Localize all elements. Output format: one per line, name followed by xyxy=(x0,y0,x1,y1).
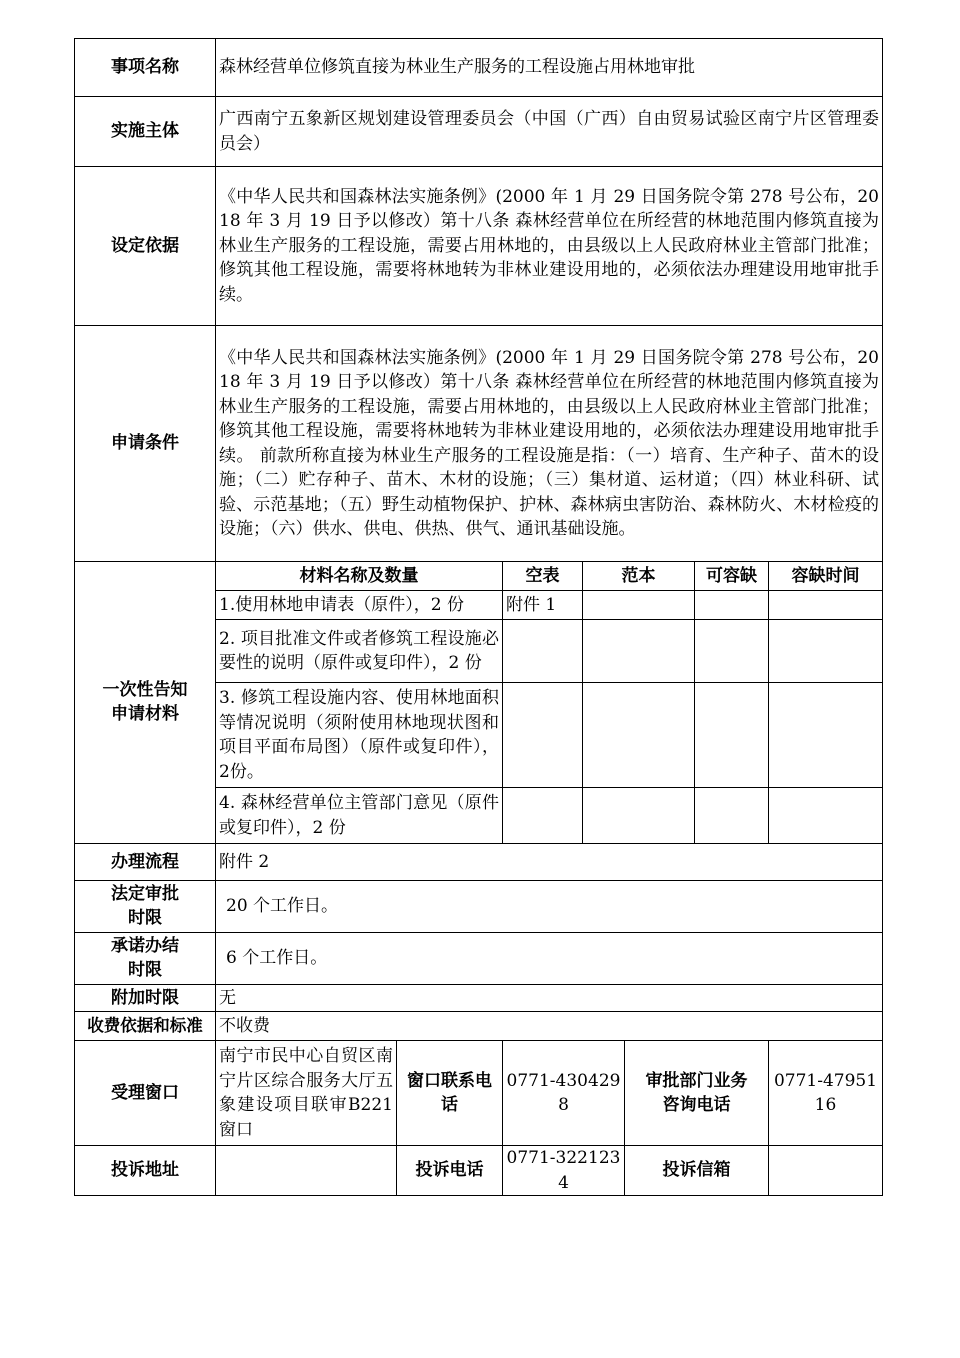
implementer-value: 广西南宁五象新区规划建设管理委员会（中国（广西）自由贸易试验区南宁片区管理委员会） xyxy=(216,97,883,167)
materials-header-deficit: 可容缺 xyxy=(695,562,769,591)
material-sample xyxy=(583,788,695,844)
extra-limit-value: 无 xyxy=(216,985,883,1012)
material-name: 2. 项目批准文件或者修筑工程设施必要性的说明（原件或复印件），2 份 xyxy=(216,620,503,683)
promise-limit-label-text: 承诺办结时限 xyxy=(111,936,179,981)
window-contact-label: 窗口联系电话 xyxy=(397,1041,503,1146)
row-extra-limit xyxy=(75,985,883,1012)
material-name: 3. 修筑工程设施内容、使用林地面积等情况说明（须附使用林地现状图和项目平面布局图）（原件或复印件），2份。 xyxy=(216,683,503,788)
legal-limit-label-text: 法定审批时限 xyxy=(111,884,179,929)
window-consult-label-text: 审批部门业务咨询电话 xyxy=(645,1070,748,1115)
implementer-label: 实施主体 xyxy=(75,97,216,167)
fee-label: 收费依据和标准 xyxy=(75,1012,216,1041)
fee-value: 不收费 xyxy=(216,1012,883,1041)
row-promise-limit xyxy=(75,933,883,985)
complaint-label: 投诉地址 xyxy=(75,1146,216,1196)
basis-label: 设定依据 xyxy=(75,167,216,326)
row-basis xyxy=(75,167,883,326)
material-sample xyxy=(583,591,695,620)
legal-limit-label xyxy=(75,881,216,933)
item-name-value: 森林经营单位修筑直接为林业生产服务的工程设施占用林地审批 xyxy=(216,39,883,97)
window-value: 南宁市民中心自贸区南宁片区综合服务大厅五象建设项目联审B221 窗口 xyxy=(216,1041,397,1146)
conditions-label: 申请条件 xyxy=(75,326,216,562)
row-implementer xyxy=(75,97,883,167)
row-item-name xyxy=(75,39,883,97)
process-value: 附件 2 xyxy=(216,844,883,881)
material-blank xyxy=(503,620,583,683)
complaint-phone: 0771-3221234 xyxy=(503,1146,625,1196)
material-deficit xyxy=(695,620,769,683)
row-complaint xyxy=(75,1146,883,1196)
material-deficit xyxy=(695,788,769,844)
materials-label-text: 一次性告知申请材料 xyxy=(102,680,188,725)
material-deficit-time xyxy=(769,683,883,788)
window-consult-phone: 0771-4795116 xyxy=(769,1041,883,1146)
row-legal-limit xyxy=(75,881,883,933)
materials-label xyxy=(75,562,216,844)
row-window xyxy=(75,1041,883,1146)
material-sample xyxy=(583,683,695,788)
complaint-mailbox-label: 投诉信箱 xyxy=(625,1146,769,1196)
materials-header-blank: 空表 xyxy=(503,562,583,591)
material-deficit-time xyxy=(769,620,883,683)
material-blank xyxy=(503,683,583,788)
item-name-label: 事项名称 xyxy=(75,39,216,97)
material-name: 4. 森林经营单位主管部门意见（原件或复印件），2 份 xyxy=(216,788,503,844)
promise-limit-label xyxy=(75,933,216,985)
basis-value: 《中华人民共和国森林法实施条例》(2000 年 1 月 29 日国务院令第 278 号公布，2018 年 3 月 19 日予以修改）第十八条 森林经营单位在所经营的林地范围内修筑直接为林业生产服务的工程设施，需要占用林地的，由县级以上人民政府林业主管部门批准；修筑其他工程设施，需要将林地转为非林业建设用地的，必须依法办理建设用地审批手续。 xyxy=(216,167,883,326)
window-label: 受理窗口 xyxy=(75,1041,216,1146)
extra-limit-label: 附加时限 xyxy=(75,985,216,1012)
row-conditions xyxy=(75,326,883,562)
material-deficit-time xyxy=(769,591,883,620)
process-label: 办理流程 xyxy=(75,844,216,881)
promise-limit-value: 6 个工作日。 xyxy=(216,933,883,985)
material-deficit xyxy=(695,591,769,620)
row-process xyxy=(75,844,883,881)
material-blank: 附件 1 xyxy=(503,591,583,620)
legal-limit-value: 20 个工作日。 xyxy=(216,881,883,933)
approval-item-table xyxy=(74,38,883,1196)
material-deficit xyxy=(695,683,769,788)
conditions-value: 《中华人民共和国森林法实施条例》(2000 年 1 月 29 日国务院令第 278 号公布，2018 年 3 月 19 日予以修改）第十八条 森林经营单位在所经营的林地范围内修筑直接为林业生产服务的工程设施，需要占用林地的，由县级以上人民政府林业主管部门批准；修筑其他工程设施，需要将林地转为非林业建设用地的，必须依法办理建设用地审批手续。 前款所称直接为林业生产服务的工程设施是指：（一）培育、生产种子、苗木的设施；（二）贮存种子、苗木、木材的设施；（三）集材道、运材道；（四）林业科研、试验、示范基地；（五）野生动植物保护、护林、森林病虫害防治、森林防火、木材检疫的设施；（六）供水、供电、供热、供气、通讯基础设施。 xyxy=(216,326,883,562)
material-sample xyxy=(583,620,695,683)
row-fee xyxy=(75,1012,883,1041)
material-deficit-time xyxy=(769,788,883,844)
materials-header-name: 材料名称及数量 xyxy=(216,562,503,591)
window-contact-phone: 0771-4304298 xyxy=(503,1041,625,1146)
material-name: 1.使用林地申请表（原件），2 份 xyxy=(216,591,503,620)
material-blank xyxy=(503,788,583,844)
materials-header-deficit-time: 容缺时间 xyxy=(769,562,883,591)
materials-header-sample: 范本 xyxy=(583,562,695,591)
row-materials-header xyxy=(75,562,883,591)
complaint-address xyxy=(216,1146,397,1196)
window-consult-label xyxy=(625,1041,769,1146)
complaint-mailbox xyxy=(769,1146,883,1196)
complaint-phone-label: 投诉电话 xyxy=(397,1146,503,1196)
